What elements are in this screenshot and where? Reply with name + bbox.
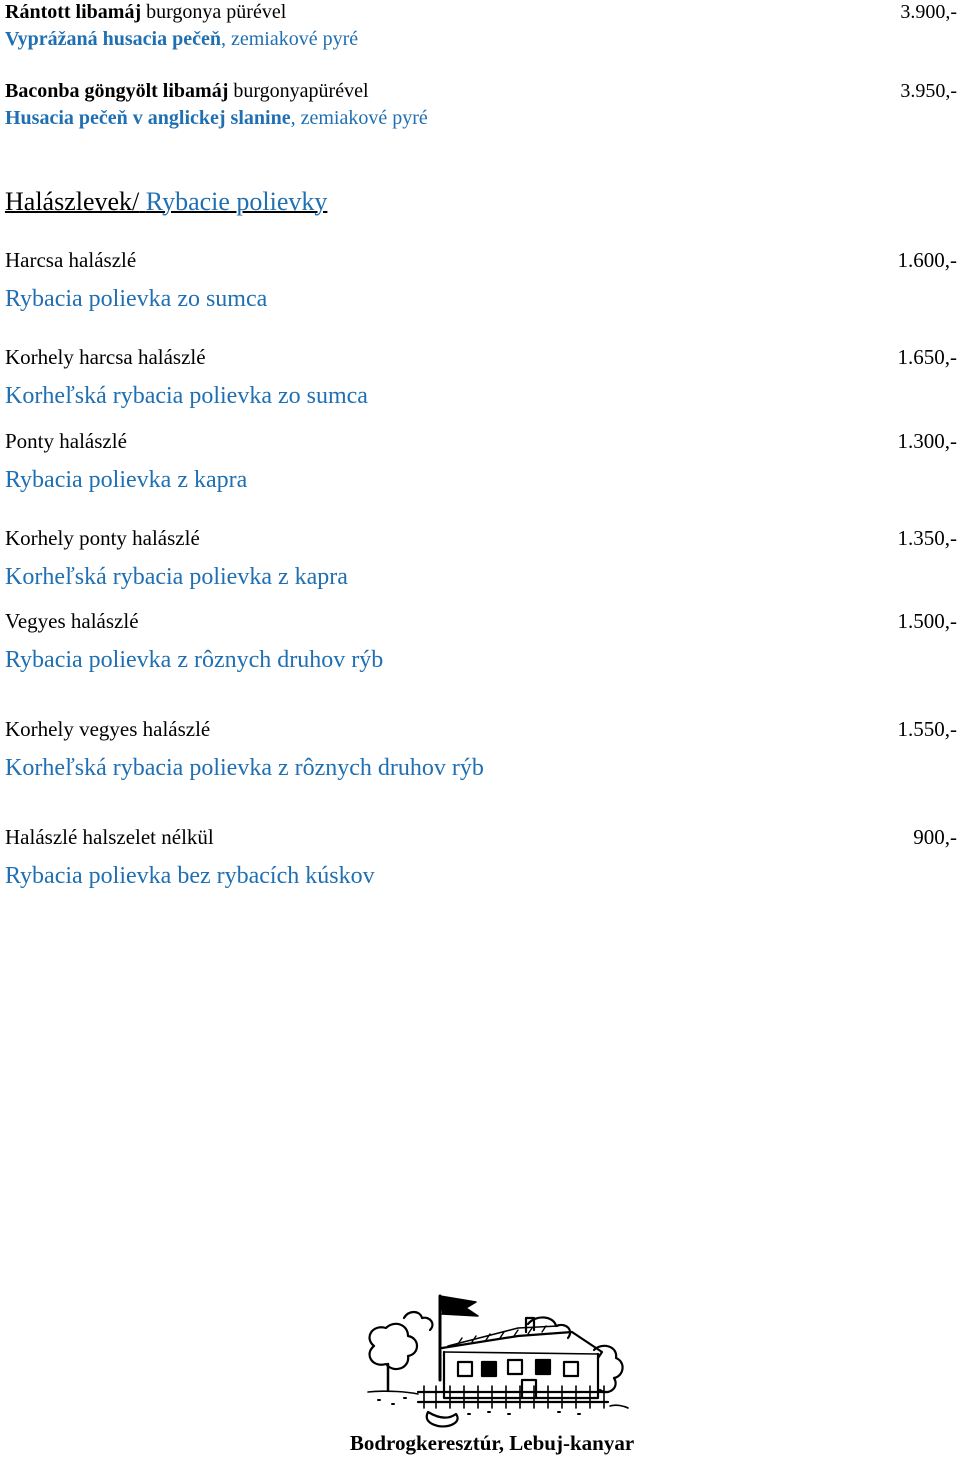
restaurant-building-with-flag-drawing-icon	[358, 1288, 630, 1430]
item-price: 3.900,-	[900, 1, 957, 23]
item-name-hu: Korhely harcsa halászlé	[5, 345, 206, 369]
item-name-hu: Rántott libamáj burgonya pürével	[5, 1, 287, 23]
section-title-sk: Rybacie polievky	[145, 187, 328, 216]
item-name-hu: Vegyes halászlé	[5, 609, 139, 633]
item-name-hu: Korhely ponty halászlé	[5, 526, 200, 550]
item-price: 1.550,-	[897, 717, 957, 741]
item-price: 1.500,-	[897, 609, 957, 633]
location-caption: Bodrogkeresztúr, Lebuj-kanyar	[349, 1431, 635, 1455]
item-price: 1.350,-	[897, 526, 957, 550]
item-name-sk: Rybacia polievka zo sumca	[5, 286, 268, 312]
menu-item	[5, 344, 957, 414]
menu-item	[5, 716, 957, 786]
item-price: 1.300,-	[897, 429, 957, 453]
menu-item-baconba-libamaj	[5, 79, 957, 131]
item-name-hu: Ponty halászlé	[5, 429, 127, 453]
item-name-hu: Baconba göngyölt libamáj burgonyapürével	[5, 80, 369, 102]
item-price: 1.600,-	[897, 248, 957, 272]
menu-item	[5, 428, 957, 498]
item-name-sk: Rybacia polievka bez rybacích kúskov	[5, 863, 375, 889]
item-name-sk: Rybacia polievka z rôznych druhov rýb	[5, 647, 384, 673]
item-name-hu: Harcsa halászlé	[5, 248, 137, 272]
menu-item	[5, 608, 957, 678]
menu-item-rantott-libamaj	[5, 0, 957, 52]
section-title	[5, 186, 327, 218]
section-title-hu: Halászlevek/	[5, 187, 140, 216]
item-price: 900,-	[913, 825, 957, 849]
item-name-sk: Korheľská rybacia polievka z rôznych druhov rýb	[5, 755, 484, 781]
menu-item	[5, 525, 957, 595]
menu-item	[5, 824, 957, 894]
item-name-hu: Korhely vegyes halászlé	[5, 717, 211, 741]
item-price: 1.650,-	[897, 345, 957, 369]
item-price: 3.950,-	[900, 80, 957, 102]
item-name-sk: Korheľská rybacia polievka z kapra	[5, 564, 348, 590]
item-name-sk: Rybacia polievka z kapra	[5, 467, 248, 493]
item-name-sk: Vyprážaná husacia pečeň, zemiakové pyré	[5, 28, 359, 50]
item-name-hu: Halászlé halszelet nélkül	[5, 825, 214, 849]
item-name-sk: Husacia pečeň v anglickej slanine, zemiakové pyré	[5, 107, 428, 129]
item-name-sk: Korheľská rybacia polievka zo sumca	[5, 383, 368, 409]
menu-item	[5, 247, 957, 317]
